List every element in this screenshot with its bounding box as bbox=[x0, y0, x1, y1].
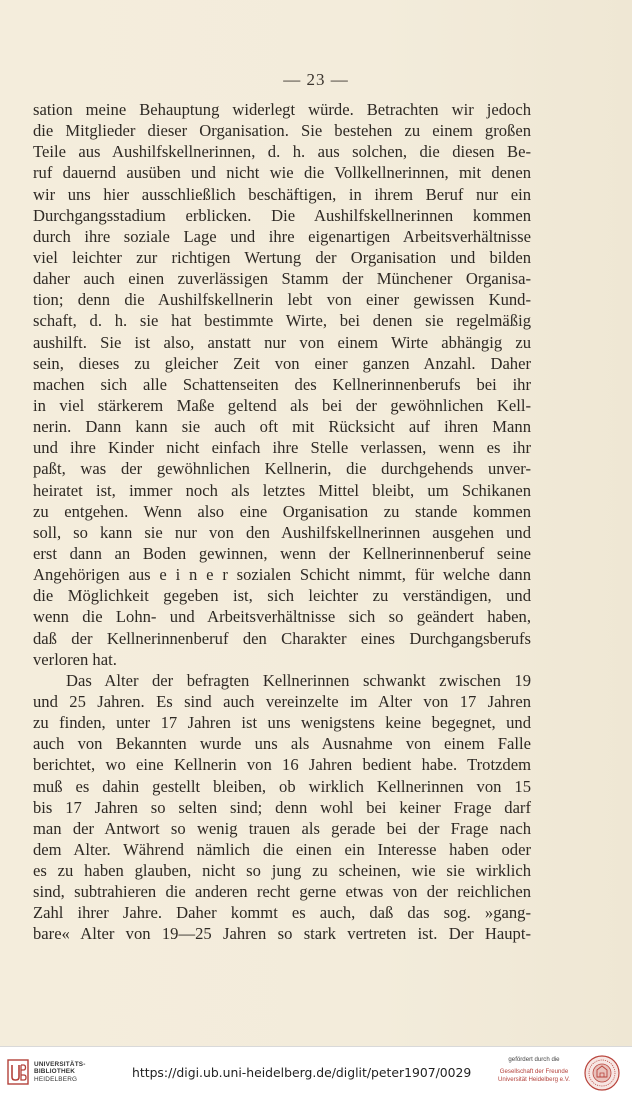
text-line: wenn die Lohn- und Arbeitsverhältnisse sich so geändert haben, bbox=[33, 607, 531, 627]
text-line: Zahl ihrer Jahre. Daher kommt es auch, daß das sog. »gang- bbox=[33, 903, 531, 923]
university-seal-icon bbox=[584, 1055, 620, 1091]
text-line: erst dann an Boden gewinnen, wenn der Kellnerinnenberuf seine bbox=[33, 543, 531, 563]
text-line: bis 17 Jahren so selten sind; denn wohl bei keiner Frage darf bbox=[33, 797, 531, 817]
text-line: und ihre Kinder nicht einfach ihre Stelle verlassen, wenn es ihr bbox=[33, 438, 531, 458]
text-line: dem Alter. Während nämlich die einen ein Interesse haben oder bbox=[33, 839, 531, 859]
text-line: schaft, d. h. sie hat bestimmte Wirte, bei denen sie regelmäßig bbox=[33, 311, 531, 331]
text-line: zu finden, unter 17 Jahren ist uns wenigstens keine begegnet, und bbox=[33, 713, 531, 733]
text-line: verloren hat. bbox=[33, 649, 117, 669]
text-line: daher auch einen zuverlässigen Stamm der Münchener Organisa- bbox=[33, 269, 531, 289]
text-line: bare« Alter von 19—25 Jahren so stark vertreten ist. Der Haupt- bbox=[33, 924, 531, 944]
sponsor-intro: gefördert durch die bbox=[508, 1056, 560, 1063]
text-line: auch von Bekannten wurde uns als Ausnahme von einem Falle bbox=[33, 734, 531, 754]
text-line: sind, subtrahieren die anderen recht gerne etwas von der reichlichen bbox=[33, 882, 531, 902]
text-line: viel leichter zur richtigen Wertung der Organisation und bilden bbox=[33, 247, 531, 267]
viewer-footer bbox=[0, 1046, 632, 1096]
text-line: und 25 Jahren. Es sind auch vereinzelte im Alter von 17 Jahren bbox=[33, 691, 531, 711]
text-line: sation meine Behauptung widerlegt würde. Betrachten wir jedoch bbox=[33, 100, 531, 119]
text-line: wir uns hier ausschließlich beschäftigen, in ihrem Beruf nur ein bbox=[33, 184, 531, 204]
text-line: machen sich alle Schattenseiten des Kellnerinnenberufs bei ihr bbox=[33, 374, 531, 394]
text-line: durch ihre soziale Lage und ihre eigenartigen Arbeitsverhältnisse bbox=[33, 226, 531, 246]
text-line: die Mitglieder dieser Organisation. Sie bestehen zu einem großen bbox=[33, 121, 531, 141]
permalink-url[interactable]: https://digi.ub.uni-heidelberg.de/diglit/peter1907/0029 bbox=[132, 1065, 472, 1080]
sponsor-credit[interactable] bbox=[486, 1056, 582, 1084]
sponsor-name-line: Gesellschaft der Freunde bbox=[499, 1068, 569, 1075]
text-line: in viel stärkerem Maße geltend als bei der gewöhnlichen Kell- bbox=[33, 395, 531, 415]
text-line: daß der Kellnerinnenberuf den Charakter eines Durchgangsberufs bbox=[33, 628, 531, 648]
text-line: ruf dauernd ausüben und nicht wie die Vollkellnerinnen, mit denen bbox=[33, 163, 531, 183]
body-text bbox=[33, 99, 531, 945]
text-line: muß es dahin gestellt bleiben, ob wirklich Kellnerinnen von 15 bbox=[33, 776, 531, 796]
library-name-line: UNIVERSITÄTS- bbox=[34, 1061, 86, 1068]
text-line: nerin. Dann kann sie auch oft mit Rücksicht auf ihren Mann bbox=[33, 417, 531, 437]
text-line: es zu haben glauben, nicht so jung zu scheinen, wie sie wirklich bbox=[33, 861, 531, 881]
text-line: Angehörigen aus e i n e r sozialen Schicht nimmt, für welche dann bbox=[33, 565, 531, 585]
library-name-line: BIBLIOTHEK bbox=[34, 1068, 76, 1076]
ub-heidelberg-logo-icon[interactable] bbox=[7, 1059, 29, 1085]
text-line: Das Alter der befragten Kellnerinnen schwankt zwischen 19 bbox=[66, 670, 531, 690]
text-line: sein, dieses zu gleicher Zeit von einer ganzen Anzahl. Daher bbox=[33, 353, 531, 373]
text-line: soll, so kann sie nur von den Aushilfskellnerinnen ausgehen und bbox=[33, 522, 531, 542]
text-line: aushilft. Sie ist also, anstatt nur von einem Wirte abhängig zu bbox=[33, 332, 531, 352]
page-number: — 23 — bbox=[283, 70, 349, 89]
library-name[interactable] bbox=[34, 1061, 86, 1083]
text-line: berichtet, wo eine Kellnerin von 16 Jahren bedient habe. Trotzdem bbox=[33, 755, 531, 775]
library-name-line: HEIDELBERG bbox=[34, 1075, 78, 1083]
text-line: die Möglichkeit gegeben ist, sich leichter zu verständigen, und bbox=[33, 586, 531, 606]
sponsor-name-line: Universität Heidelberg e.V. bbox=[498, 1076, 570, 1083]
text-line: paßt, was der gewöhnlichen Kellnerin, die durchgehends unver- bbox=[33, 459, 531, 479]
text-line: tion; denn die Aushilfskellnerin lebt von einer gewissen Kund- bbox=[33, 290, 531, 310]
text-line: man der Antwort so wenig trauen als gerade bei der Frage nach bbox=[33, 818, 531, 838]
text-line: heiratet ist, immer noch als letztes Mittel bleibt, um Schikanen bbox=[33, 480, 531, 500]
text-line: Durchgangsstadium erblicken. Die Aushilfskellnerinnen kommen bbox=[33, 205, 531, 225]
text-line: zu entgehen. Wenn also eine Organisation zu stande kommen bbox=[33, 501, 531, 521]
text-line: Teile aus Aushilfskellnerinnen, d. h. aus solchen, die diesen Be- bbox=[33, 142, 531, 162]
